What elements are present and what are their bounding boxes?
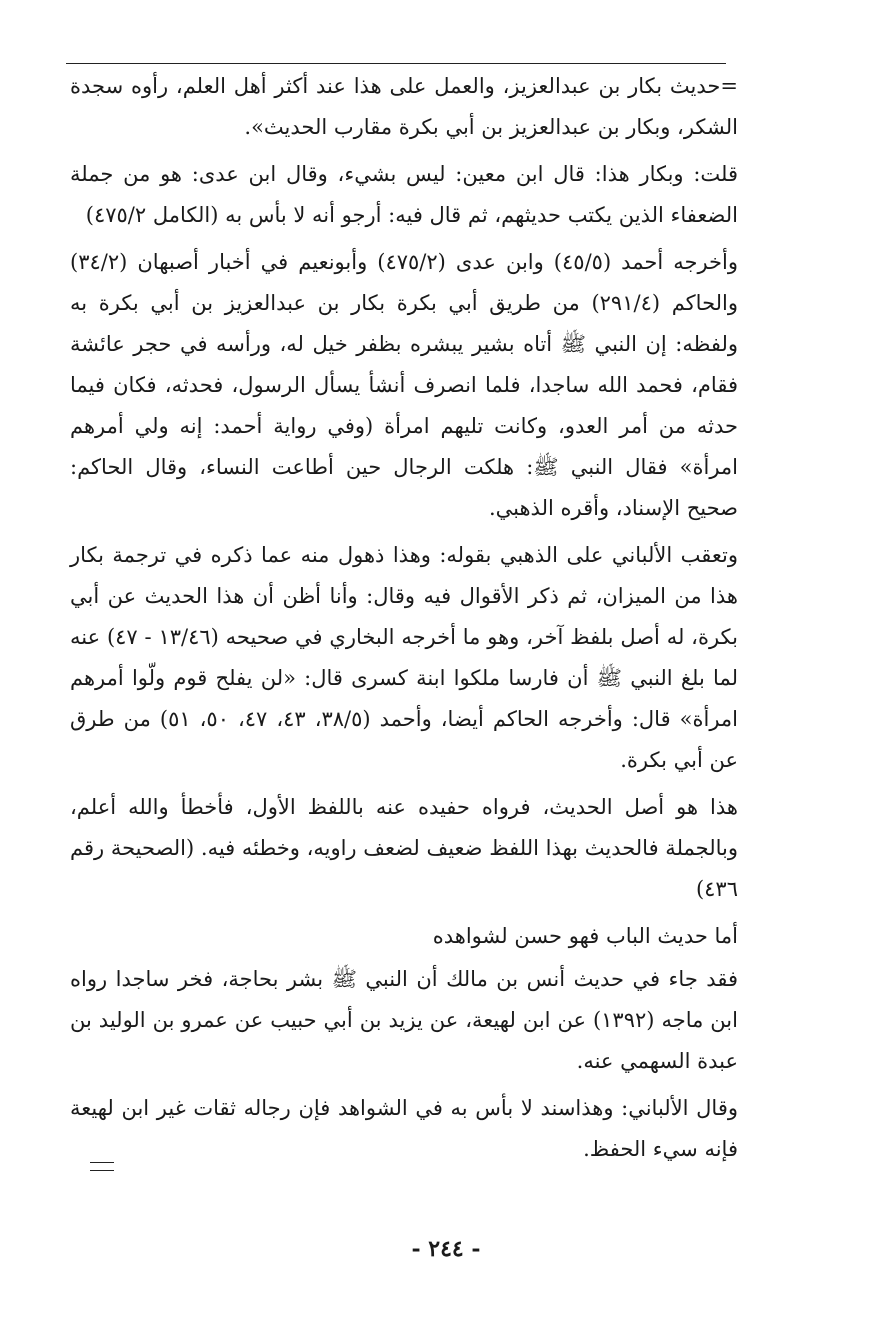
continuation-mark: [90, 1162, 114, 1171]
paragraph-anas-hadith: فقد جاء في حديث أنس بن مالك أن النبي ﷺ بشر بحاجة، فخر ساجدا رواه ابن ماجه (١٣٩٢) عن ابن لهيعة، عن يزيد بن أبي حبيب عن عمرو بن الوليد بن عبدة السهمي عنه.: [70, 967, 738, 1073]
page-body: [70, 66, 738, 1176]
paragraph-takhrij: وأخرجه أحمد (٤٥/٥) وابن عدى (٤٧٥/٢) وأبونعيم في أخبار أصبهان (٣٤/٢) والحاكم (٢٩١/٤) من طريق أبي بكرة بكار بن عبدالعزيز بن أبي بكرة به ولفظه: إن النبي ﷺ أتاه بشير يبشره بظفر خيل له، ورأسه في حجر عائشة فقام، فحمد الله ساجدا، فلما انصرف أنشأ يسأل الرسول، فحدثه، فكان فيما حدثه من أمر العدو، وكانت تليهم امرأة (وفي رواية أحمد: إنه ولي أمرهم امرأة» فقال النبي ﷺ: هلكت الرجال حين أطاعت النساء، وقال الحاكم: صحيح الإسناد، وأقره الذهبي.: [70, 250, 739, 520]
paragraph-conclusion: هذا هو أصل الحديث، فرواه حفيده عنه باللفظ الأول، فأخطأ والله أعلم، وبالجملة فالحديث بهذا اللفظ ضعيف لضعف راويه، وخطئه فيه. (الصحيحة رقم ٤٣٦): [70, 795, 738, 901]
paragraph-albani-sanad: وقال الألباني: وهذاسند لا بأس به في الشواهد فإن رجاله ثقات غير ابن لهيعة فإنه سيء الحفظ.: [70, 1096, 738, 1161]
paragraph-bakkar-note: قلت: وبكار هذا: قال ابن معين: ليس بشيء، وقال ابن عدى: هو من جملة الضعفاء الذين يكتب حديثهم، ثم قال فيه: أرجو أنه لا بأس به (الكامل ٤٧٥/٢): [70, 162, 739, 227]
page-number: - ٢٤٤ -: [411, 1236, 481, 1262]
paragraph-albani-comment: وتعقب الألباني على الذهبي بقوله: وهذا ذهول منه عما ذكره في ترجمة بكار هذا من الميزان، ثم ذكر الأقوال فيه وقال: وأنا أظن أن هذا الحديث عن أبي بكرة، له أصل بلفظ آخر، وهو ما أخرجه البخاري في صحيحه (١٣/٤٦ - ٤٧) عنه لما بلغ النبي ﷺ أن فارسا ملكوا ابنة كسرى قال: «لن يفلح قوم ولّوا أمرهم امرأة» قال: وأخرجه الحاكم أيضا، وأحمد (٣٨/٥، ٤٣، ٤٧، ٥٠، ٥١) من طرق عن أبي بكرة.: [70, 543, 738, 772]
paragraph-quote-continuation: =حديث بكار بن عبدالعزيز، والعمل على هذا عند أكثر أهل العلم، رأوه سجدة الشكر، وبكار بن عبدالعزيز بن أبي بكرة مقارب الحديث».: [70, 74, 738, 139]
top-rule: [66, 63, 726, 64]
paragraph-bab-hadith: أما حديث الباب فهو حسن لشواهده: [432, 924, 738, 948]
